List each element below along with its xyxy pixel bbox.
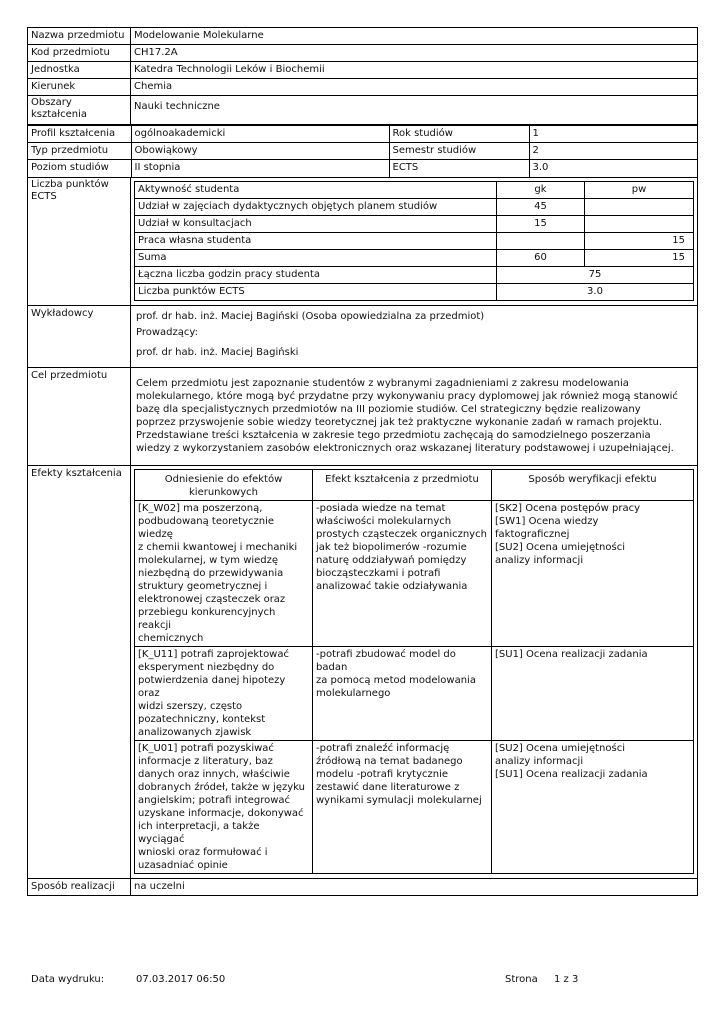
lecturer-responsible: prof. dr hab. inż. Maciej Bagiński (Osoba opowiedzialna za przedmiot): [136, 310, 485, 322]
outcome-ref-line: widzi szerszy, często: [138, 700, 243, 712]
outcome-ref-line: potwierdzenia danej hipotezy oraz: [138, 674, 286, 699]
activity-row-name: Praca własna studenta: [135, 232, 497, 249]
outcome-ref-line: uzyskane informacje, dokonywać: [138, 807, 304, 819]
ref-header: [135, 469, 313, 500]
outcome-ref-line: podbudowaną teoretycznie wiedzę: [138, 515, 275, 540]
instructors-label: Prowadzący:: [136, 326, 198, 338]
course-sheet: [27, 27, 698, 896]
outcome-effect-line: zestawić dane literaturowe z: [316, 781, 460, 793]
outcome-ref-line: struktury geometrycznej i: [138, 580, 268, 592]
sum-row-pw: 15: [585, 249, 694, 266]
sum-row-gk: 60: [497, 249, 585, 266]
outcome-verify-line: [SU1] Ocena realizacji zadania: [495, 768, 648, 780]
outcome-ref-line: pozatechniczny, kontekst: [138, 713, 266, 725]
outcome-ref-line: uzasadniać opinie: [138, 859, 228, 871]
outcome-verify-line: [SU2] Ocena umiejętności: [495, 742, 625, 754]
course-type-value: Obowiąkowy: [131, 143, 389, 160]
outcome-verify: [492, 740, 694, 873]
unit-label: Jednostka: [28, 62, 131, 79]
outcome-verify-line: [SW1] Ocena wiedzy: [495, 515, 599, 527]
instructor-name: prof. dr hab. inż. Maciej Bagiński: [136, 346, 299, 358]
activity-row-name: Udział w konsultacjach: [135, 215, 497, 232]
outcome-ref-line: [K_U11] potrafi zaprojektować: [138, 648, 289, 660]
outcome-ref-line: ich interpretacji, a także wyciągać: [138, 820, 260, 845]
level-value: II stopnia: [131, 160, 389, 177]
course-name-label: Nazwa przedmiotu: [28, 28, 131, 45]
outcome-effect: [313, 646, 492, 740]
outcome-verify-line: analizy informacji: [495, 554, 584, 566]
semester-label: Semestr studiów: [389, 143, 529, 160]
course-goal-line: bazę dla specjalistycznych przedmiotów na III poziomie studiów. Cel strategiczny będzie realizowany: [136, 403, 641, 415]
outcome-ref-line: [K_U01] potrafi pozyskiwać: [138, 742, 274, 754]
ref-header-line: Odniesienie do efektów: [164, 473, 283, 485]
outcome-effect-line: analizować takie odziaływania: [316, 580, 468, 592]
ects-points-label: Liczba punktów ECTS: [28, 177, 131, 305]
outcome-effect-line: za pomocą metod modelowania: [316, 674, 476, 686]
outcome-ref-line: angielskim; potrafi integrować: [138, 794, 291, 806]
course-goal-line: Przedstawiane treści kształcenia w zakresie tego przedmiotu zachęcają do samodzielnego poszerzania: [136, 429, 651, 441]
semester-value: 2: [529, 143, 697, 160]
outcome-ref-line: danych oraz innych, właściwie: [138, 768, 290, 780]
outcome-ref-line: dobranych źródeł, także w języku: [138, 781, 305, 793]
ects-label: ECTS: [389, 160, 529, 177]
education-area-label: Obszary kształcenia: [28, 96, 131, 125]
activity-row-gk: 45: [497, 198, 585, 215]
outcome-effect-line: wynikami symulacji molekularnej: [316, 794, 482, 806]
course-goal-line: molekularnego, które mogą być przydatne przy wykonywaniu pracy dyplomowej jak również mogą stanowić: [136, 390, 678, 402]
level-label: Poziom studiów: [28, 160, 131, 177]
total-ects-value: 3.0: [497, 283, 694, 300]
field-value: Chemia: [131, 79, 698, 96]
outcome-effect-line: molekularnego: [316, 687, 391, 699]
print-date-label: Data wydruku:: [31, 974, 105, 985]
unit-value: Katedra Technologii Leków i Biochemii: [131, 62, 698, 79]
outcome-verify-line: analizy informacji: [495, 755, 584, 767]
outcome-effect-line: właściwości molekularnych: [316, 515, 452, 527]
outcome-effect-line: jak też biopolimerów -rozumie: [316, 541, 467, 553]
lecturers-label: Wykładowcy: [28, 305, 131, 367]
page-label: Strona: [505, 974, 538, 985]
course-name-value: Modelowanie Molekularne: [131, 28, 698, 45]
course-goal-text: [134, 376, 695, 456]
outcome-effect-line: modelu -potrafi krytycznie: [316, 768, 449, 780]
outcome-ref-line: przebiegu konkurencyjnych reakcji: [138, 606, 276, 631]
verify-header: Sposób weryfikacji efektu: [492, 469, 694, 500]
outcome-verify: [492, 500, 694, 646]
total-hours-label: Łączna liczba godzin pracy studenta: [135, 266, 497, 283]
course-table: [27, 27, 698, 896]
outcome-effect-line: -potrafi znaleźć informację: [316, 742, 450, 754]
total-ects-label: Liczba punktów ECTS: [135, 283, 497, 300]
activity-row-name: Udział w zajęciach dydaktycznych objętych planem studiów: [135, 198, 497, 215]
ref-header-line: kierunkowych: [189, 486, 258, 498]
outcome-ref-line: analizowanych zjawisk: [138, 726, 252, 738]
outcome-ref: [135, 500, 313, 646]
outcome-ref-line: elektronowej cząsteczek oraz: [138, 593, 286, 605]
activity-row-pw: [585, 215, 694, 232]
education-area-value: Nauki techniczne: [131, 96, 698, 125]
outcome-verify: [492, 646, 694, 740]
outcome-effect-line: -posiada wiedze na temat: [316, 502, 446, 514]
course-goal-label: Cel przedmiotu: [28, 367, 131, 465]
outcome-ref-line: wnioski oraz formułować i: [138, 846, 268, 858]
outcome-effect-line: biocząsteczkami i potrafi: [316, 567, 441, 579]
activity-row-gk: [497, 232, 585, 249]
outcome-effect-line: źródłową na temat badanego: [316, 755, 463, 767]
outcome-ref-line: molekularnej, w tym wiedzę: [138, 554, 279, 566]
profile-value: ogólnoakademicki: [131, 126, 389, 143]
ects-breakdown-table: [134, 181, 694, 301]
course-goal-line: wiedzy z wykorzystaniem zasobów elektronicznych oraz wskazanej literatury podstawowej i uzupełniającej.: [136, 442, 674, 454]
delivery-mode-value: na uczelni: [131, 878, 698, 895]
course-code-label: Kod przedmiotu: [28, 45, 131, 62]
profile-table: [28, 125, 697, 177]
field-label: Kierunek: [28, 79, 131, 96]
page-number: 1 z 3: [554, 974, 579, 985]
gk-header: gk: [497, 181, 585, 198]
activity-row-gk: 15: [497, 215, 585, 232]
outcome-verify-line: [SU2] Ocena umiejętności: [495, 541, 625, 553]
outcome-ref-line: informacje z literatury, baz: [138, 755, 273, 767]
outcome-verify-line: [SU1] Ocena realizacji zadania: [495, 648, 648, 660]
outcome-effect: [313, 500, 492, 646]
outcome-ref-line: eksperyment niezbędny do: [138, 661, 275, 673]
outcome-effect-line: -potrafi zbudować model do badan: [316, 648, 456, 673]
course-code-value: CH17.2A: [131, 45, 698, 62]
outcome-effect: [313, 740, 492, 873]
outcome-ref-line: [K_W02] ma poszerzoną,: [138, 502, 263, 514]
learning-outcomes-table: [134, 469, 694, 874]
profile-label: Profil kształcenia: [28, 126, 131, 143]
print-date-value: 07.03.2017 06:50: [136, 974, 226, 985]
outcome-effect-line: naturę oddziaływań pomiędzy: [316, 554, 467, 566]
activity-row-pw: [585, 198, 694, 215]
outcome-ref-line: chemicznych: [138, 632, 204, 644]
activity-row-pw: 15: [585, 232, 694, 249]
total-hours-value: 75: [497, 266, 694, 283]
course-goal-line: Celem przedmiotu jest zapoznanie studentów z wybranymi zagadnieniami z zakresu modelowania: [136, 377, 629, 389]
effect-header: Efekt kształcenia z przedmiotu: [313, 469, 492, 500]
outcome-verify-line: [SK2] Ocena postępów pracy: [495, 502, 640, 514]
study-year-value: 1: [529, 126, 697, 143]
outcome-ref-line: niezbędną do przewidywania: [138, 567, 284, 579]
course-type-label: Typ przedmiotu: [28, 143, 131, 160]
activity-header: Aktywność studenta: [135, 181, 497, 198]
pw-header: pw: [585, 181, 694, 198]
outcome-effect-line: prostych cząsteczek organicznych: [316, 528, 487, 540]
ects-value: 3.0: [529, 160, 697, 177]
learning-outcomes-label: Efekty kształcenia: [28, 465, 131, 878]
sum-row-name: Suma: [135, 249, 497, 266]
course-goal-line: poprzez przyswojenie sobie wiedzy teoretycznej jak też praktyczne wykonanie zadań w ramach projektu.: [136, 416, 663, 428]
outcome-ref: [135, 740, 313, 873]
outcome-verify-line: faktograficznej: [495, 528, 570, 540]
study-year-label: Rok studiów: [389, 126, 529, 143]
delivery-mode-label: Sposób realizacji: [28, 878, 131, 895]
outcome-ref: [135, 646, 313, 740]
outcome-ref-line: z chemii kwantowej i mechaniki: [138, 541, 298, 553]
